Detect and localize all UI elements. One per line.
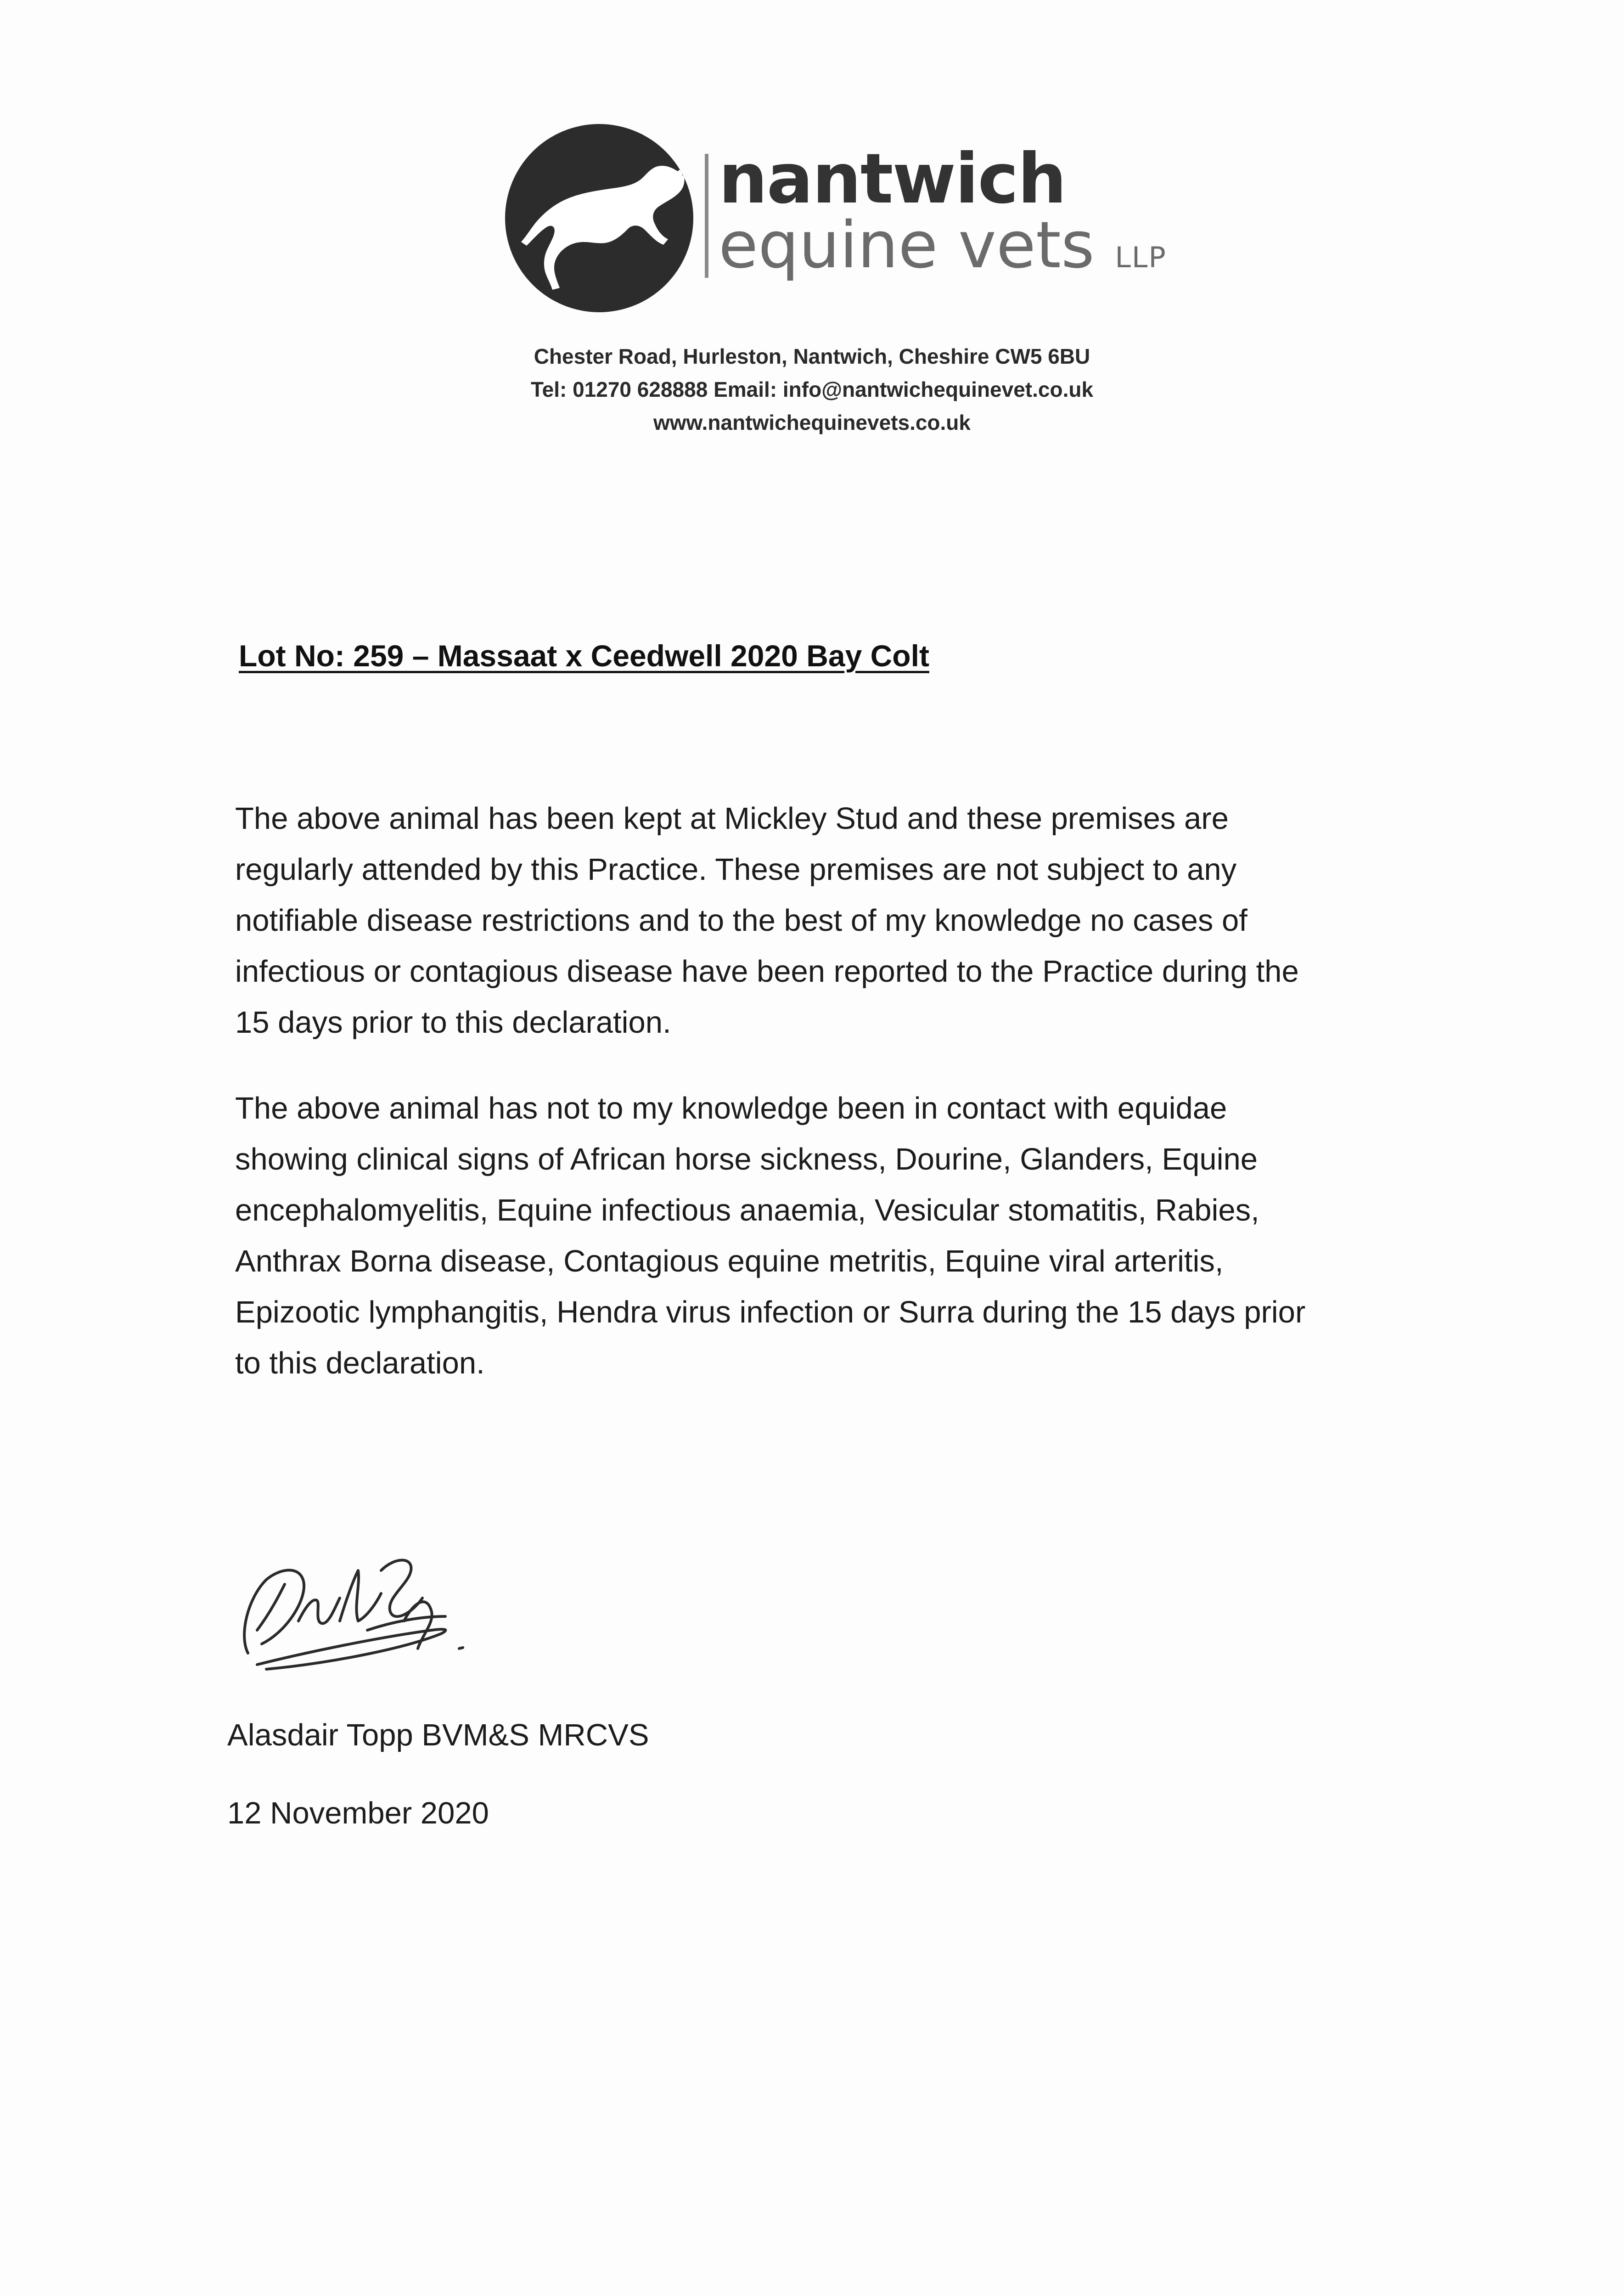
website-line: www.nantwichequinevets.co.uk bbox=[653, 411, 971, 434]
letterhead-logo bbox=[503, 122, 1167, 315]
contact-line: Tel: 01270 628888 Email: info@nantwichequinevet.co.uk bbox=[530, 377, 1094, 401]
paragraph-line: infectious or contagious disease have been reported to the Practice during the bbox=[235, 954, 1299, 989]
paragraph-line: Anthrax Borna disease, Contagious equine metritis, Equine viral arteritis, bbox=[235, 1244, 1224, 1278]
paragraph-line: The above animal has been kept at Mickley Stud and these premises are bbox=[235, 801, 1229, 836]
horse-logo-icon bbox=[503, 122, 696, 315]
paragraph-line: regularly attended by this Practice. These premises are not subject to any bbox=[235, 852, 1237, 887]
practice-name: nantwich bbox=[719, 139, 1066, 219]
signer-name: Alasdair Topp BVM&S MRCVS bbox=[227, 1718, 649, 1752]
lot-heading: Lot No: 259 – Massaat x Ceedwell 2020 Bay Colt bbox=[239, 639, 929, 673]
paragraph-line: notifiable disease restrictions and to the best of my knowledge no cases of bbox=[235, 903, 1248, 938]
declaration-date: 12 November 2020 bbox=[227, 1796, 489, 1830]
declaration-paragraph-2 bbox=[235, 1083, 1438, 1389]
logo-divider bbox=[705, 154, 708, 278]
declaration-paragraph-1 bbox=[235, 793, 1438, 1048]
paragraph-line: The above animal has not to my knowledge been in contact with equidae bbox=[235, 1091, 1227, 1125]
paragraph-line: showing clinical signs of African horse sickness, Dourine, Glanders, Equine bbox=[235, 1142, 1258, 1176]
practice-subname: equine vets LLP bbox=[719, 208, 1167, 283]
address-block bbox=[0, 340, 1624, 439]
paragraph-line: Epizootic lymphangitis, Hendra virus infection or Surra during the 15 days prior bbox=[235, 1295, 1306, 1329]
paragraph-line: to this declaration. bbox=[235, 1346, 485, 1380]
handwritten-signature bbox=[230, 1543, 514, 1676]
paragraph-line: encephalomyelitis, Equine infectious anaemia, Vesicular stomatitis, Rabies, bbox=[235, 1193, 1259, 1227]
address-line: Chester Road, Hurleston, Nantwich, Cheshire CW5 6BU bbox=[534, 344, 1090, 368]
practice-suffix: LLP bbox=[1115, 241, 1167, 274]
paragraph-line: 15 days prior to this declaration. bbox=[235, 1005, 671, 1040]
